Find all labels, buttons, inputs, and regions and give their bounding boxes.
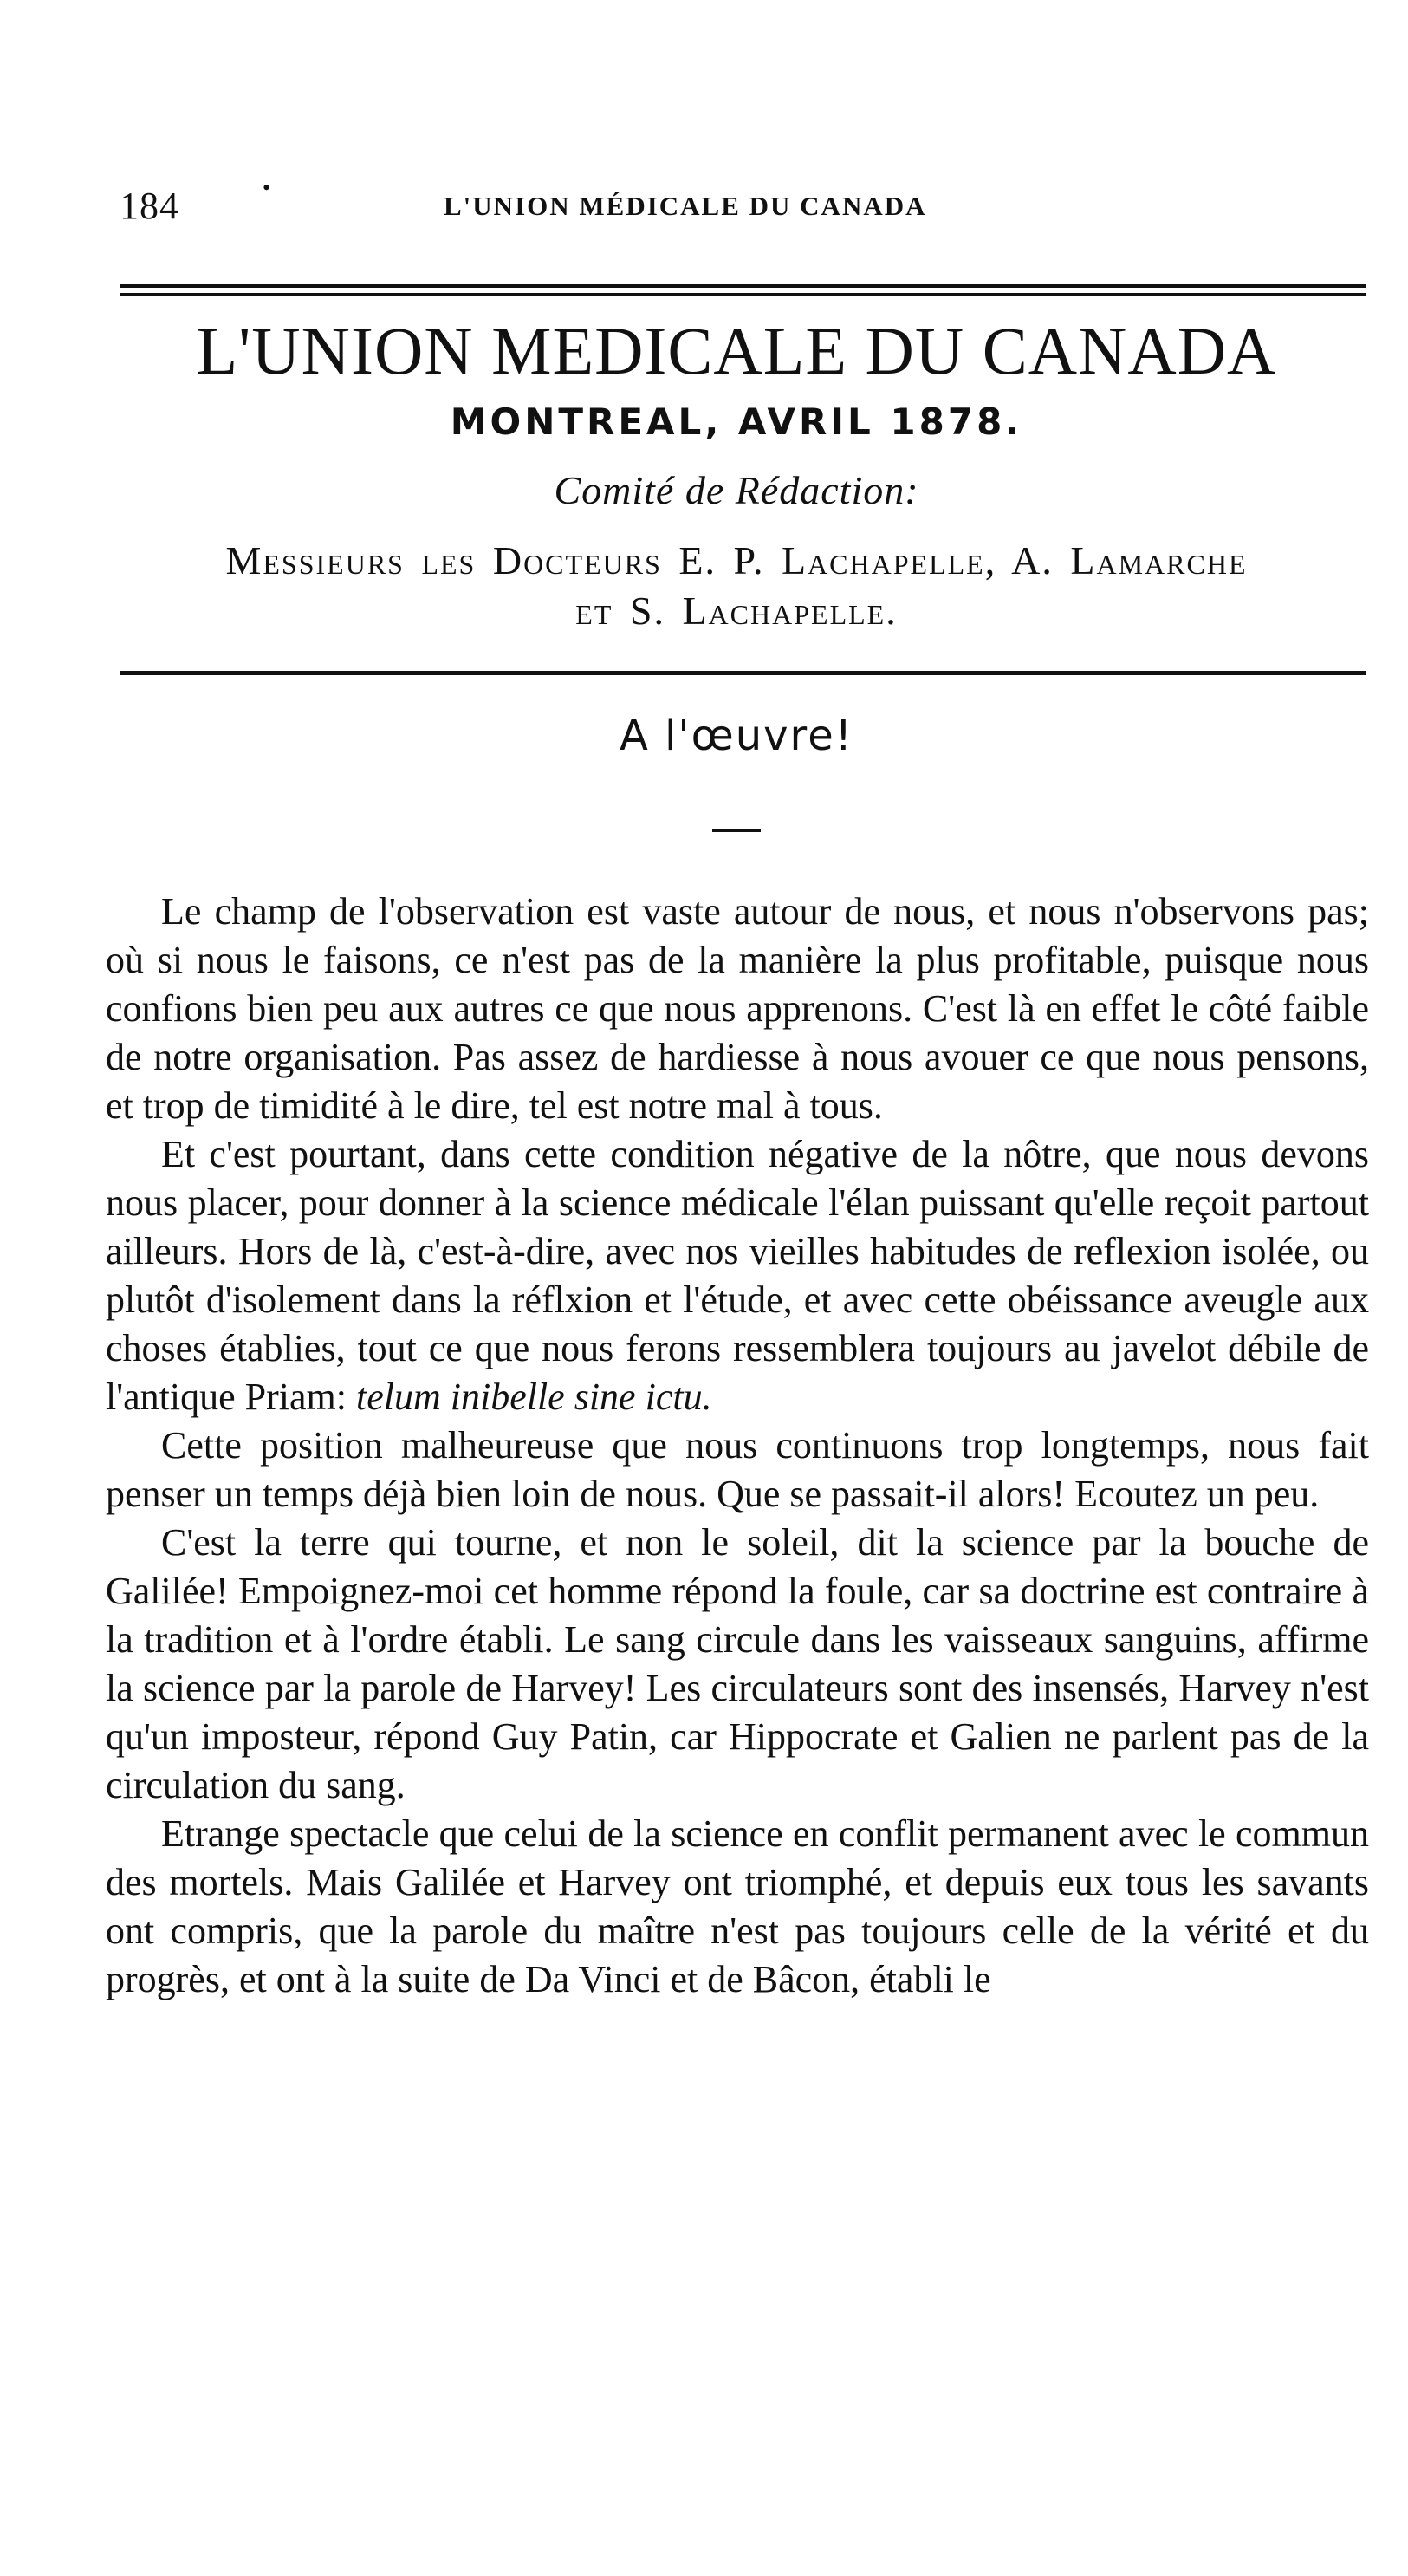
article-body xyxy=(106,888,1369,2004)
paragraph-text: Etrange spectacle que celui de la science en conflit permanent avec le commun des mortels. Mais Galilée et Harvey ont triomphé, et depuis eux tous les savants ont compris, que la parole du maître n'est pas toujours celle de la vérité et du progrès, et ont à la suite de Da Vinci et de Bâcon, établi le xyxy=(106,1812,1369,2000)
print-mark: • xyxy=(263,175,271,200)
committee-heading: Comité de Rédaction: xyxy=(554,467,919,512)
dateline: MONTREAL, AVRIL 1878. xyxy=(450,400,1023,443)
paragraph-text: Et c'est pourtant, dans cette condition négative de la nôtre, que nous devons nous placer, pour donner à la science médicale l'élan puissant qu'elle reçoit partout ailleurs. Hors de là, c'est-à-dire, avec nos vieilles habitudes de reflexion isolée, ou plutôt d'isolement dans la réflxion et l'étude, et avec cette obéissance aveugle aux choses établies, tout ce que nous ferons ressemblera toujours au javelot débile de l'antique Priam: xyxy=(106,1132,1369,1418)
paragraph xyxy=(106,1130,1369,1421)
page-number: 184 xyxy=(120,185,179,227)
paragraph-text: Le champ de l'observation est vaste autour de nous, et nous n'observons pas; où si nous le faisons, ce n'est pas de la manière la plus profitable, puisque nous confions bien peu aux autres ce que nous apprenons. C'est là en effet le côté faible de notre organisation. Pas assez de hardiesse à nous avouer ce que nous pensons, et trop de timidité à le dire, tel est notre mal à tous. xyxy=(106,889,1369,1127)
running-head xyxy=(104,173,1369,225)
masthead-title: L'UNION MEDICALE DU CANADA xyxy=(196,313,1277,388)
paragraph xyxy=(106,1421,1369,1519)
running-title: L'UNION MÉDICALE DU CANADA xyxy=(444,191,927,221)
paragraph xyxy=(106,1519,1369,1810)
rule-divider xyxy=(120,671,1366,675)
editors-list xyxy=(104,536,1369,636)
dash-separator xyxy=(712,829,761,832)
article-title: A l'œuvre! xyxy=(619,711,853,760)
latin-quote: telum inibelle sine ictu. xyxy=(356,1375,712,1418)
paragraph xyxy=(106,1810,1369,2004)
double-rule-divider xyxy=(120,284,1366,296)
editors-line: Messieurs les Docteurs E. P. Lachapelle, A. Lamarche xyxy=(225,537,1248,582)
document-page xyxy=(104,173,1369,2004)
paragraph-text: Cette position malheureuse que nous continuons trop longtemps, nous fait penser un temps déjà bien loin de nous. Que se passait-il alors! Ecoutez un peu. xyxy=(106,1423,1369,1515)
paragraph-text: C'est la terre qui tourne, et non le soleil, dit la science par la bouche de Galilée! Empoignez-moi cet homme répond la foule, car sa doctrine est contraire à la tradition et à l'ordre établi. Le sang circule dans les vaisseaux sanguins, affirme la science par la parole de Harvey! Les circulateurs sont des insensés, Harvey n'est qu'un imposteur, répond Guy Patin, car Hippocrate et Galien ne parlent pas de la circulation du sang. xyxy=(106,1520,1369,1806)
paragraph xyxy=(106,888,1369,1130)
editors-line: et S. Lachapelle. xyxy=(575,588,898,633)
